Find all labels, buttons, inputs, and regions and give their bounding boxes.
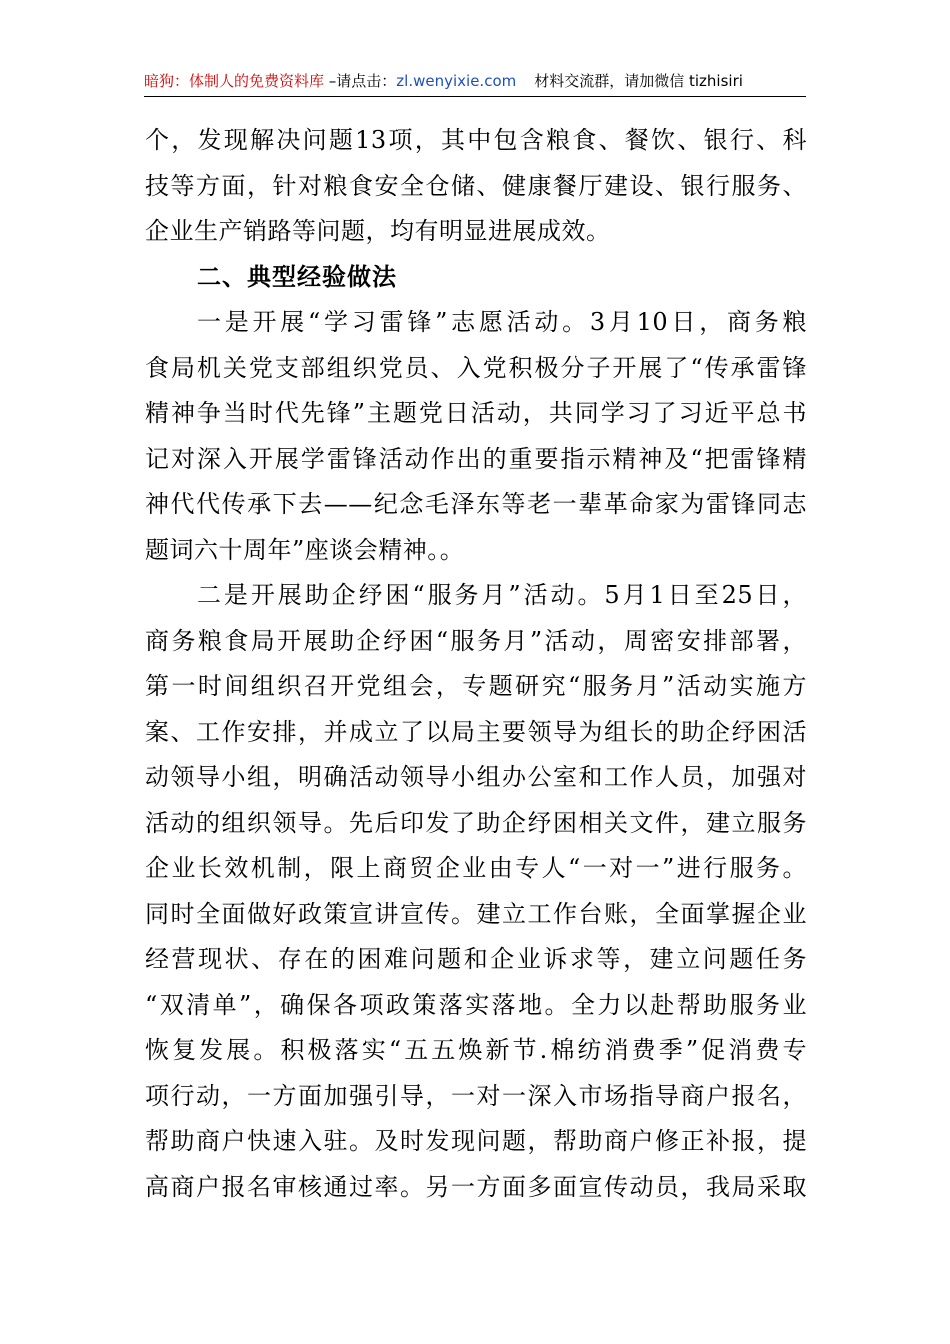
text-line: 活动的组织领导。先后印发了助企纾困相关文件，建立服务 — [145, 808, 807, 837]
header-link[interactable]: zl.wenyixie.com — [396, 72, 517, 90]
text-line: 一是开展“学习雷锋”志愿活动。3月10日，商务粮 — [197, 308, 807, 336]
text-line: 动领导小组，明确活动领导小组办公室和工作人员，加强对 — [145, 763, 807, 791]
text-line: 商务粮食局开展助企纾困“服务月”活动，周密安排部署， — [145, 626, 807, 655]
text-line: 第一时间组织召开党组会，专题研究“服务月”活动实施方 — [145, 672, 807, 700]
text-line: 企业生产销路等问题，均有明显进展成效。 — [145, 217, 611, 245]
text-line: 神代代传承下去——纪念毛泽东等老一辈革命家为雷锋同志 — [145, 490, 807, 518]
text-line: 记对深入开展学雷锋活动作出的重要指示精神及“把雷锋精 — [145, 444, 807, 473]
text-line: 个，发现解决问题13项，其中包含粮食、餐饮、银行、科 — [145, 126, 807, 154]
text-line: 高商户报名审核通过率。另一方面多面宣传动员，我局采取 — [145, 1172, 807, 1201]
paragraph-2 — [145, 300, 807, 573]
document-body — [145, 118, 807, 1210]
text-line: 企业长效机制，限上商贸企业由专人“一对一”进行服务。 — [145, 854, 807, 882]
paragraph-1 — [145, 118, 807, 255]
page-header — [144, 68, 806, 97]
text-line: 同时全面做好政策宣讲宣传。建立工作台账，全面掌握企业 — [145, 899, 807, 928]
text-line: 案、工作安排，并成立了以局主要领导为组长的助企纾困活 — [145, 717, 807, 746]
text-line: 题词六十周年”座谈会精神。。 — [145, 535, 465, 564]
text-line: 技等方面，针对粮食安全仓储、健康餐厅建设、银行服务、 — [145, 171, 807, 200]
text-line: 二是开展助企纾困“服务月”活动。5月1日至25日， — [197, 581, 807, 609]
text-line: 帮助商户快速入驻。及时发现问题，帮助商户修正补报，提 — [145, 1127, 807, 1155]
header-click-prompt: –请点击： — [324, 72, 397, 90]
paragraph-3 — [145, 573, 807, 1210]
text-line: 恢复发展。积极落实“五五焕新节.棉纺消费季”促消费专 — [145, 1036, 807, 1064]
text-line: 经营现状、存在的困难问题和企业诉求等，建立问题任务 — [145, 945, 807, 973]
text-line: 食局机关党支部组织党员、入党积极分子开展了“传承雷锋 — [145, 353, 807, 382]
text-line: 精神争当时代先锋”主题党日活动，共同学习了习近平总书 — [145, 399, 807, 427]
text-line: 项行动，一方面加强引导，一对一深入市场指导商户报名， — [145, 1081, 807, 1110]
header-site-name: 暗狗：体制人的免费资料库 — [144, 72, 325, 90]
header-wechat-note: 材料交流群，请加微信 tizhisiri — [534, 72, 743, 90]
section-heading: 二、典型经验做法 — [197, 262, 397, 291]
text-line: “双清单”，确保各项政策落实落地。全力以赴帮助服务业 — [145, 990, 807, 1019]
